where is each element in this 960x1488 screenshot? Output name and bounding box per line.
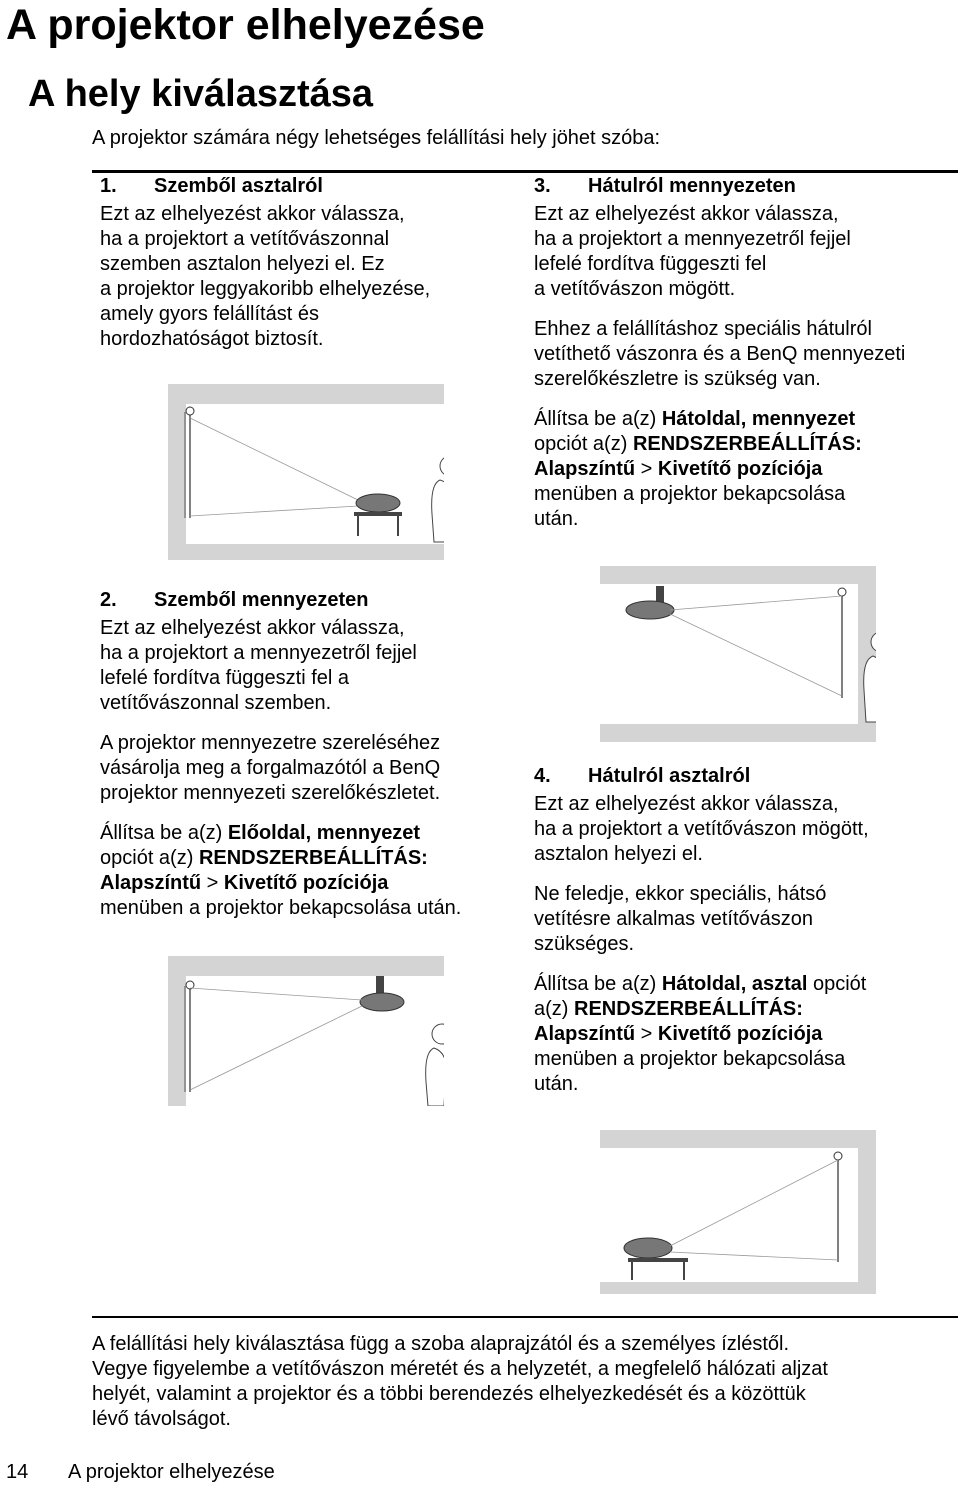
text-run: Állítsa be a(z) [100, 822, 228, 844]
section-instruction [534, 407, 954, 532]
text-line: projektor mennyezeti szerelőkészletet. [100, 782, 441, 804]
text-line: Ehhez a felállításhoz speciális hátulról [534, 318, 872, 340]
menu-name: Alapszíntű [534, 1023, 636, 1045]
text-line: helyét, valamint a projektor és a többi berendezés elhelyezkedését és a közöttük [92, 1383, 806, 1405]
section-heading-text: Hátulról asztalról [588, 765, 751, 787]
front-ceiling-diagram [168, 956, 444, 1106]
section-heading [534, 174, 954, 199]
note-divider [92, 1316, 958, 1318]
text-line: Ezt az elhelyezést akkor válassza, [100, 203, 405, 225]
text-run: > [635, 458, 658, 480]
text-line: menüben a projektor bekapcsolása [534, 1048, 846, 1070]
section-front-ceiling [100, 588, 520, 921]
text-run: Állítsa be a(z) [534, 408, 662, 430]
text-line: ha a projektort a vetítővászon mögött, [534, 818, 869, 840]
text-line: menüben a projektor bekapcsolása után. [100, 897, 462, 919]
section-requirement [100, 731, 520, 806]
section-number: 4. [534, 765, 551, 787]
option-name: Hátoldal, asztal [661, 973, 808, 995]
text-line: szerelőkészletre is szükség van. [534, 368, 821, 390]
menu-name: Kivetítő pozíciója [657, 458, 823, 480]
text-line: A felállítási hely kiválasztása függ a szoba alaprajzától és a személyes ízléstől. [92, 1333, 790, 1355]
section-requirement [534, 317, 954, 392]
section-heading-text: Szemből mennyezeten [154, 589, 369, 611]
section-requirement [534, 882, 954, 957]
text-line: Ne feledje, ekkor speciális, hátsó [534, 883, 827, 905]
section-heading-text: Szemből asztalról [154, 175, 323, 197]
text-line: után. [534, 508, 579, 530]
section-instruction [534, 972, 954, 1097]
section-heading [100, 588, 520, 613]
section-number: 3. [534, 175, 551, 197]
page-title: A projektor elhelyezése [6, 1, 485, 49]
text-line: a projektor leggyakoribb elhelyezése, [100, 278, 431, 300]
text-line: Ezt az elhelyezést akkor válassza, [100, 617, 405, 639]
menu-name: RENDSZERBEÁLLÍTÁS: [632, 433, 862, 455]
section-number: 2. [100, 589, 117, 611]
section-heading-text: Hátulról mennyezeten [588, 175, 796, 197]
intro-text: A projektor számára négy lehetséges felállítási hely jöhet szóba: [92, 127, 661, 149]
text-line: szükséges. [534, 933, 635, 955]
section-number: 1. [100, 175, 117, 197]
section-heading [100, 174, 510, 199]
section-description [100, 616, 520, 716]
text-line: vetítésre alkalmas vetítővászon [534, 908, 814, 930]
text-line: Ezt az elhelyezést akkor válassza, [534, 203, 839, 225]
menu-name: Kivetítő pozíciója [657, 1023, 823, 1045]
text-line: lévő távolságot. [92, 1408, 231, 1430]
text-line: vásárolja meg a forgalmazótól a BenQ [100, 757, 441, 779]
option-name: Hátoldal, mennyezet [661, 408, 856, 430]
text-line: amely gyors felállítást és [100, 303, 319, 325]
text-run: > [635, 1023, 658, 1045]
text-line: menüben a projektor bekapcsolása [534, 483, 846, 505]
rear-ceiling-diagram [600, 566, 876, 742]
text-run: a(z) [534, 998, 574, 1020]
menu-name: RENDSZERBEÁLLÍTÁS: [574, 998, 803, 1020]
placement-note [92, 1332, 828, 1432]
text-line: szemben asztalon helyezi el. Ez [100, 253, 385, 275]
text-line: ha a projektort a mennyezetről fejjel [534, 228, 851, 250]
menu-name: Kivetítő pozíciója [223, 872, 389, 894]
text-line: hordozhatóságot biztosít. [100, 328, 324, 350]
section-description [534, 792, 954, 867]
text-line: Ezt az elhelyezést akkor válassza, [534, 793, 839, 815]
text-line: A projektor mennyezetre szereléséhez [100, 732, 441, 754]
section-front-table [100, 174, 510, 352]
text-run: opciót a(z) [534, 433, 633, 455]
section-heading [534, 764, 954, 789]
menu-name: RENDSZERBEÁLLÍTÁS: [198, 847, 428, 869]
text-run: opciót a(z) [100, 847, 199, 869]
text-line: asztalon helyezi el. [534, 843, 703, 865]
section-description [100, 202, 510, 352]
page-number: 14 [6, 1461, 29, 1483]
footer-chapter: A projektor elhelyezése [68, 1461, 275, 1483]
text-line: lefelé fordítva függeszti fel a [100, 667, 350, 689]
section-rear-table [534, 764, 954, 1097]
text-line: után. [534, 1073, 579, 1095]
section-instruction [100, 821, 520, 921]
section-description [534, 202, 954, 302]
section-rear-ceiling [534, 174, 954, 532]
text-line: ha a projektort a mennyezetről fejjel [100, 642, 417, 664]
menu-name: Alapszíntű [534, 458, 636, 480]
front-table-diagram [168, 384, 444, 560]
top-divider [92, 170, 958, 173]
page-footer [6, 1460, 275, 1484]
rear-table-diagram [600, 1130, 876, 1294]
text-line: vetítővászonnal szemben. [100, 692, 332, 714]
menu-name: Alapszíntű [100, 872, 202, 894]
section-title: A hely kiválasztása [28, 73, 374, 115]
text-line: a vetítővászon mögött. [534, 278, 736, 300]
text-line: vetíthető vászonra és a BenQ mennyezeti [534, 343, 906, 365]
text-line: Vegye figyelembe a vetítővászon méretét és a helyzetét, a megfelelő hálózati aljzat [92, 1358, 828, 1380]
text-line: ha a projektort a vetítővászonnal [100, 228, 390, 250]
option-name: Előoldal, mennyezet [227, 822, 421, 844]
text-run: opciót [807, 973, 867, 995]
text-run: > [201, 872, 224, 894]
text-run: Állítsa be a(z) [534, 973, 662, 995]
text-line: lefelé fordítva függeszti fel [534, 253, 767, 275]
